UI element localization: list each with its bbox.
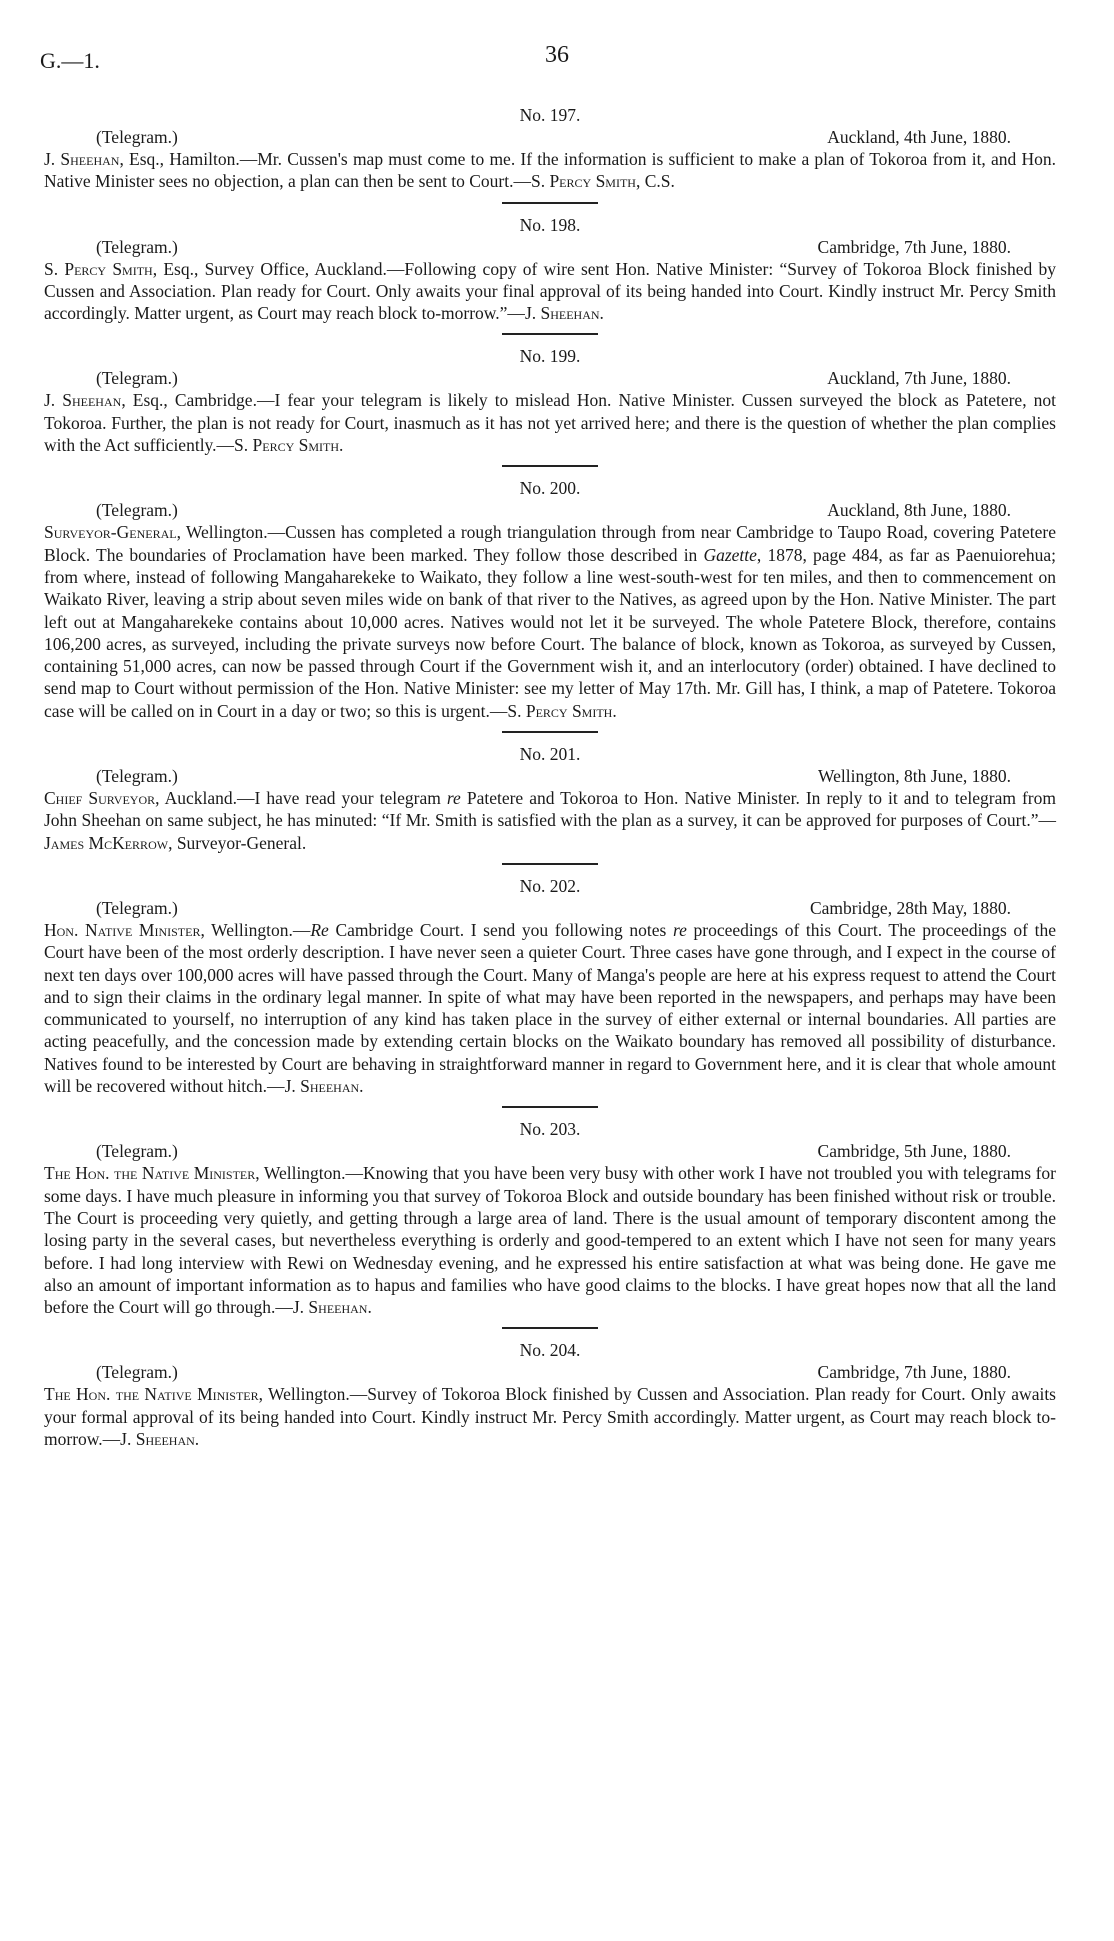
entry-number: No. 204. <box>519 1340 581 1361</box>
telegram-entry-202 <box>44 875 1056 1097</box>
page-header <box>40 42 1074 78</box>
entry-kind: (Telegram.) <box>96 1141 178 1162</box>
entry-number: No. 201. <box>519 744 581 765</box>
entry-number: No. 200. <box>519 478 581 499</box>
telegram-entry-197 <box>44 104 1056 193</box>
telegram-entry-204 <box>44 1339 1056 1450</box>
entry-place-date: Auckland, 7th June, 1880. <box>827 368 1011 389</box>
signature: S. Percy Smith <box>530 171 636 192</box>
entry-body <box>44 148 1056 193</box>
entry-place-date: Cambridge, 7th June, 1880. <box>817 236 1011 257</box>
entry-meta <box>44 765 1056 787</box>
entry-kind: (Telegram.) <box>96 1362 178 1383</box>
telegram-entry-201 <box>44 743 1056 854</box>
addressee: The Hon. the Native Minister <box>44 1384 259 1405</box>
signature: J. Sheehan. <box>292 1297 372 1318</box>
entry-body <box>44 787 1056 854</box>
italic-text: re <box>672 919 687 940</box>
divider-rule <box>502 1106 598 1108</box>
body-text: , Esq., Hamilton.—Mr. Cussen's map must come to me. If the information is sufficient to make a plan of Tokoroa from it, and Hon. Native Minister sees no objection, a plan can then be sent to Court.— <box>44 149 1056 192</box>
entry-meta <box>44 126 1056 148</box>
addressee: The Hon. the Native Minister <box>44 1163 256 1184</box>
entry-number: No. 202. <box>519 875 581 896</box>
entry-body <box>44 521 1056 722</box>
entry-meta <box>44 1140 1056 1162</box>
body-text: , Wellington.—Survey of Tokoroa Block finished by Cussen and Association. Plan ready for Court. Only awaits your formal approval of its being handed into Court. Kindly instruct Mr. Percy Smith accordingly. Matter urgent, as Court may reach block to-morrow.— <box>44 1384 1056 1449</box>
telegram-entry-198 <box>44 214 1056 325</box>
signature: James McKerrow <box>44 832 169 853</box>
divider-rule <box>502 202 598 204</box>
entry-kind: (Telegram.) <box>96 127 178 147</box>
divider-rule <box>502 863 598 865</box>
italic-text: Re <box>310 919 329 940</box>
entry-meta <box>44 499 1056 521</box>
body-text: , Surveyor-General. <box>168 832 307 853</box>
entry-body <box>44 389 1056 456</box>
addressee: Hon. Native Minister <box>44 919 201 940</box>
italic-text: re <box>446 788 461 809</box>
entry-kind: (Telegram.) <box>96 897 178 918</box>
body-text: , Esq., Survey Office, Auckland.—Following copy of wire sent Hon. Native Minister: “Survey of Tokoroa Block finished by Cussen and Association. Plan ready for Court. Only awaits your final approval of its being handed into Court. Kindly instruct Mr. Percy Smith accordingly. Matter urgent, as Court may reach block to-morrow.”— <box>44 258 1057 324</box>
entry-kind: (Telegram.) <box>96 368 178 389</box>
entry-body <box>44 1383 1056 1450</box>
body-text: , 1878, page 484, as far as Paenuiorehua; from where, instead of following Mangaharekeke to Waikato, they follow a line west-south-west for ten miles, and then to commencement on Waikato River, leaving a strip about seven miles wide on bank of that river to the Natives, as agreed upon by the Hon. Native Minister. The part left out at Mangaharekeke contains about 10,000 acres. Natives would not let it be surveyed. The whole Patetere Block, therefore, contains 106,200 acres, as surveyed, including the private surveys now before Court. The balance of block, known as Tokoroa, as surveyed by Cussen, containing 51,000 acres, can now be passed through Court if the Government wish it, and an interlocutory (order) obtained. I have declined to send map to Court without permission of the Hon. Native Minister: see my letter of May 17th. Mr. Gill has, I think, a map of Patetere. Tokoroa case will be called on in Court in a day or two; so this is urgent.— <box>44 544 1057 721</box>
addressee: Surveyor-General <box>44 522 177 543</box>
signature: J. Sheehan. <box>284 1076 364 1097</box>
entry-body <box>44 919 1056 1097</box>
signature: J. Sheehan. <box>524 303 604 324</box>
divider-rule <box>502 1327 598 1329</box>
entry-place-date: Cambridge, 28th May, 1880. <box>809 897 1011 918</box>
page-number: 36 <box>545 42 569 68</box>
entry-meta <box>44 897 1056 919</box>
entry-number: No. 203. <box>519 1119 581 1140</box>
divider-rule <box>502 465 598 467</box>
signature: J. Sheehan. <box>120 1428 200 1449</box>
signature: S. Percy Smith. <box>234 435 344 456</box>
telegram-entry-200 <box>44 477 1056 722</box>
entry-place-date: Auckland, 4th June, 1880. <box>827 127 1011 147</box>
entry-body <box>44 258 1056 325</box>
entry-number: No. 199. <box>519 346 581 367</box>
addressee: J. Sheehan <box>44 390 122 411</box>
entry-place-date: Wellington, 8th June, 1880. <box>817 766 1011 787</box>
entry-body <box>44 1162 1056 1318</box>
entry-kind: (Telegram.) <box>96 236 178 257</box>
italic-text: Gazette <box>703 544 757 565</box>
body-text: , Auckland.—I have read your telegram <box>155 788 447 809</box>
entry-kind: (Telegram.) <box>96 500 178 521</box>
addressee: Chief Surveyor <box>44 788 156 809</box>
body-text: , Wellington.—Knowing that you have been very busy with other work I have not troubled you with telegrams for some days. I have much pleasure in informing you that survey of Tokoroa Block and outside boundary has been finished without risk or trouble. The Court is proceeding very quietly, and getting through a large area of land. There is the usual amount of temporary discontent among the losing party in the several cases, but nevertheless everything is orderly and good-tempered to an extent which I have not seen for many years before. I had long interview with Rewi on Wednesday evening, and he expressed his entire satisfaction at what was being done. He gave me also an amount of important information as to hapus and families who have good claims to the blocks. I have great hopes now that all the land before the Court will go through.— <box>44 1163 1056 1318</box>
document-reference: G.—1. <box>40 48 100 73</box>
entry-meta <box>44 236 1056 258</box>
signature: S. Percy Smith. <box>507 700 617 721</box>
body-text: proceedings of this Court. The proceedings of the Court have been of the most orderly description. I have never seen a quieter Court. Three cases have gone through, and I expect in the course of next ten days over 100,000 acres will have passed through the Court. Many of Manga's people are here at his express request to attend the Court and to sign their claims in the ordinary legal manner. In spite of what may have been reported in the newspapers, and perhaps may have been communicated to yourself, no interruption of any kind has taken place in the survey of either external or internal boundaries. All parties are acting peacefully, and the concession made by extending certain blocks on the Waikato boundary has removed all possibility of disturbance. Natives found to be interested by Court are behaving in straightforward manner in regard to Government here, and it is clear that whole amount will be recovered without hitch.— <box>44 919 1056 1097</box>
body-text: , Wellington.—Cussen has completed a rough triangulation through from near Cambridge to Taupo Road, covering Patetere Block. The boundaries of Proclamation have been marked. They follow those described in <box>44 522 1056 565</box>
body-text: , Esq., Cambridge.—I fear your telegram is likely to mislead Hon. Native Minister. Cussen surveyed the block as Patetere, not Tokoroa. Further, the plan is not ready for Court, inasmuch as it has not yet arrived here; and there is the question of whether the plan complies with the Act sufficiently.— <box>44 390 1056 456</box>
body-text: , Wellington.— <box>200 919 311 940</box>
body-text: Patetere and Tokoroa to Hon. Native Minister. In reply to it and to telegram from John Sheehan on same subject, he has minuted: “If Mr. Smith is satisfied with the plan as a survey, it can be approved for purposes of Court.”— <box>44 788 1056 831</box>
telegram-entry-203 <box>44 1118 1056 1318</box>
entry-number: No. 198. <box>519 214 581 235</box>
divider-rule <box>502 731 598 733</box>
addressee: J. Sheehan <box>44 149 120 169</box>
entry-place-date: Cambridge, 5th June, 1880. <box>817 1141 1011 1162</box>
telegram-entry-199 <box>44 345 1056 456</box>
addressee: S. Percy Smith <box>44 258 153 279</box>
divider-rule <box>502 333 598 335</box>
entry-number: No. 197. <box>519 105 581 125</box>
entry-place-date: Cambridge, 7th June, 1880. <box>817 1362 1011 1383</box>
entry-place-date: Auckland, 8th June, 1880. <box>827 500 1011 521</box>
entry-meta <box>44 1361 1056 1383</box>
body-text: , C.S. <box>635 171 675 192</box>
body-text: Cambridge Court. I send you following notes <box>328 919 673 940</box>
entry-kind: (Telegram.) <box>96 766 178 787</box>
telegram-list <box>44 104 1056 1450</box>
entry-meta <box>44 367 1056 389</box>
